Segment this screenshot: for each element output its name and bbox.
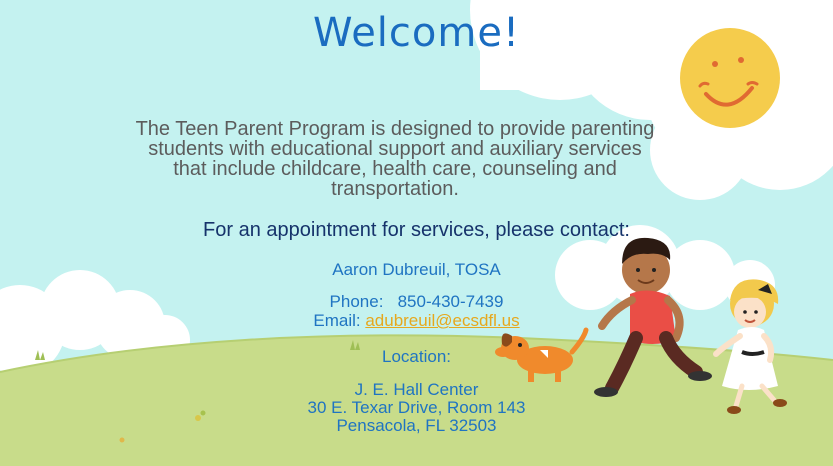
contact-heading: For an appointment for services, please contact: [203,219,630,241]
email-link[interactable]: adubreuil@ecsdfl.us [365,311,520,330]
contact-name: Aaron Dubreuil, TOSA [332,260,501,279]
address-line-3: Pensacola, FL 32503 [336,416,497,435]
phone-label: Phone: [329,292,384,311]
address-line-2: 30 E. Texar Drive, Room 143 [307,398,526,417]
location-label: Location: [382,347,451,366]
contact-phone [0,292,833,312]
page-title: Welcome! [312,10,520,56]
address-block [0,381,833,435]
phone-value: 850-430-7439 [397,292,504,311]
contact-email [0,311,833,331]
intro-paragraph: The Teen Parent Program is designed to provide parenting students with educational support and auxiliary services that include childcare, health care, counseling and transportation. [135,118,655,200]
email-label: Email: [313,311,361,330]
address-line-1: J. E. Hall Center [354,380,479,399]
